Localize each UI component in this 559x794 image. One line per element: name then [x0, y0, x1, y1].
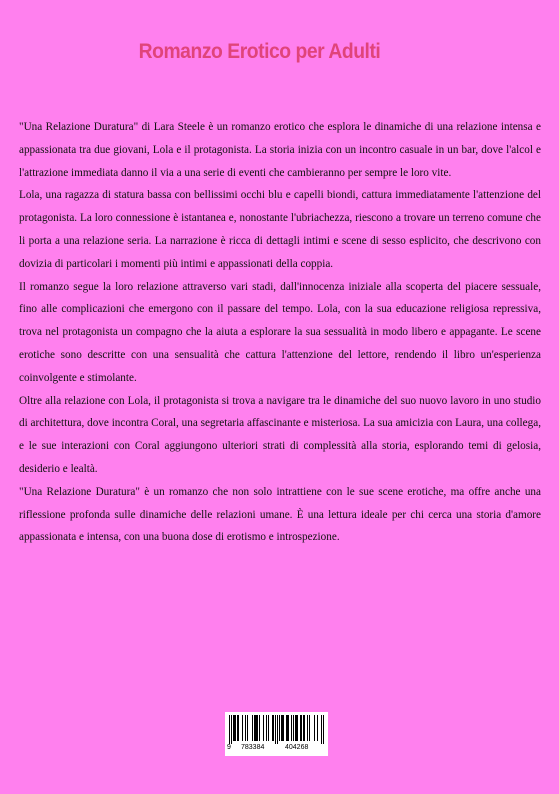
barcode-bar: [235, 715, 236, 741]
barcode-bar: [281, 715, 282, 741]
barcode-bar: [256, 715, 257, 741]
barcode-bar: [238, 715, 239, 741]
barcode-bar: [323, 715, 324, 744]
barcode-bar: [263, 715, 264, 741]
barcode-bar: [247, 715, 248, 741]
barcode-bar: [293, 715, 294, 741]
barcode-bars: [229, 715, 324, 744]
barcode-bar: [297, 715, 298, 741]
barcode-bar: [307, 715, 308, 741]
barcode-bar: [321, 715, 322, 744]
barcode-bar: [291, 715, 292, 741]
barcode-right-group: 404268: [285, 744, 309, 751]
barcode-bar: [282, 715, 283, 741]
barcode-bar: [317, 715, 318, 741]
barcode-bar: [309, 715, 310, 741]
description-paragraph: "Una Relazione Duratura" è un romanzo che non solo intrattiene con le sue scene erotiche, ma offre anche una riflessione profonda sulle dinamiche delle relazioni umane. È una lettura ideale per chi cerca una storia d'amore appassionata e intensa, con una buona dose di erotismo e introspezione.: [19, 485, 541, 544]
barcode-bar: [273, 715, 274, 741]
barcode-bar: [229, 715, 230, 744]
barcode-bar: [268, 715, 269, 741]
barcode-bar: [296, 715, 297, 741]
barcode-bar: [288, 715, 289, 741]
isbn-barcode: [225, 712, 328, 756]
barcode-bar: [231, 715, 232, 744]
barcode-bar: [242, 715, 243, 741]
description-paragraph: Oltre alla relazione con Lola, il protagonista si trova a navigare tra le dinamiche del suo nuovo lavoro in uno studio di architettura, dove incontra Coral, una segretaria affascinante e misteriosa. La sua amicizia con Laura, una collega, e le sue interazioni con Coral aggiungono ulteriori strati di complessità alla storia, esplorando temi di gelosia, desiderio e lealtà.: [19, 394, 541, 475]
description-paragraph: Lola, una ragazza di statura bassa con bellissimi occhi blu e capelli biondi, cattura immediatamente l'attenzione del protagonista. La loro connessione è istantanea e, nonostante l'ubriachezza, riescono a trovare un terreno comune che li porta a una relazione seria. La narrazione è ricca di dettagli intimi e scene di sesso esplicito, che descrivono con dovizia di particolari i momenti più intimi e appassionati della coppia.: [19, 189, 541, 270]
barcode-bar: [266, 715, 267, 741]
book-description: [19, 116, 541, 549]
barcode-bar: [314, 715, 315, 741]
barcode-bar: [257, 715, 258, 741]
barcode-bar: [245, 715, 246, 741]
barcode-bar: [254, 715, 255, 741]
barcode-bar: [286, 715, 287, 741]
barcode-bar: [279, 715, 280, 741]
barcode-bar: [283, 715, 284, 741]
description-paragraph: "Una Relazione Duratura" di Lara Steele è un romanzo erotico che esplora le dinamiche di una relazione intensa e appassionata tra due giovani, Lola e il protagonista. La storia inizia con un incontro casuale in un bar, dove l'alcol e l'attrazione immediata danno il via a una serie di eventi che cambieranno per sempre le loro vite.: [19, 121, 541, 179]
barcode-bar: [252, 715, 253, 741]
barcode-bar: [300, 715, 301, 741]
barcode-left-group: 783384: [241, 744, 265, 751]
page-title: Romanzo Erotico per Adulti: [138, 40, 381, 63]
barcode-bar: [295, 715, 296, 741]
barcode-digits: [225, 744, 328, 755]
barcode-bar: [255, 715, 256, 741]
barcode-bar: [303, 715, 304, 741]
barcode-bar: [259, 715, 260, 741]
barcode-bar: [234, 715, 235, 741]
barcode-bar: [275, 715, 276, 744]
barcode-bar: [233, 715, 234, 741]
barcode-bar: [237, 715, 238, 741]
barcode-bar: [304, 715, 305, 741]
barcode-bar: [287, 715, 288, 741]
barcode-first-digit: 9: [227, 744, 231, 751]
barcode-bar: [277, 715, 278, 744]
barcode-bar: [272, 715, 273, 741]
barcode-bar: [301, 715, 302, 741]
description-paragraph: Il romanzo segue la loro relazione attraverso vari stadi, dall'innocenza iniziale alla scoperta del piacere sessuale, fino alle complicazioni che emergono con il passare del tempo. Lola, con la sua educazione religiosa repressiva, trova nel protagonista un compagno che la aiuta a esplorare la sua sessualità in modo libero e appagante. Le scene erotiche sono descritte con una sensualità che cattura l'attenzione del lettore, rendendo il libro un'esperienza coinvolgente e stimolante.: [19, 280, 541, 384]
